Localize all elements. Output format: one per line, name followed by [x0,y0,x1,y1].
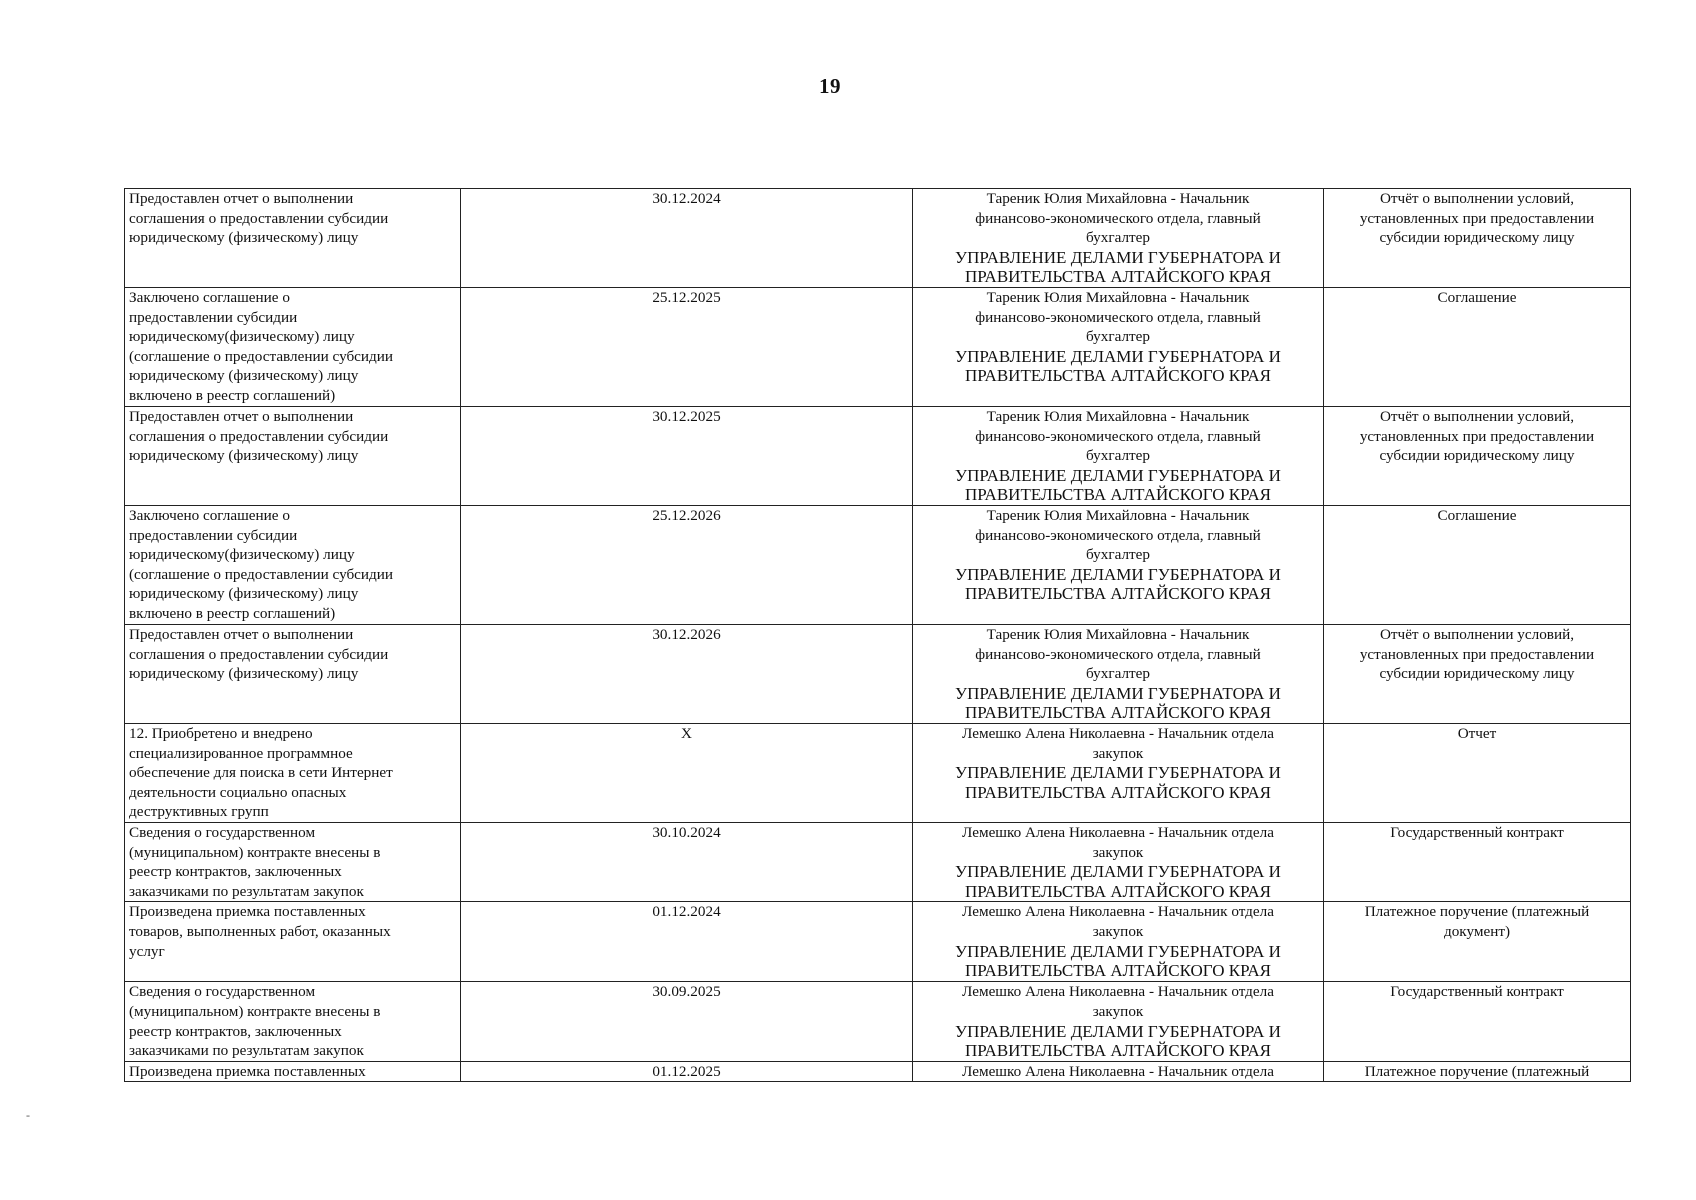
date-value: 01.12.2025 [652,1062,721,1080]
event-cell-line: соглашения о предоставлении субсидии [129,209,389,227]
responsible-cell [913,902,1324,982]
responsible-cell-line: финансово-экономического отдела, главный [975,209,1261,227]
event-cell-line: реестр контрактов, заключенных [129,1022,342,1040]
table-row [125,287,1631,406]
document-cell [1324,902,1631,982]
date-cell [461,902,913,982]
responsible-organization-line: УПРАВЛЕНИЕ ДЕЛАМИ ГУБЕРНАТОРА И [955,247,1281,267]
date-cell [461,1061,913,1082]
document-cell [1324,723,1631,822]
responsible-cell-line: Лемешко Алена Николаевна - Начальник отдела [962,823,1274,841]
event-cell-line: деструктивных групп [129,803,269,821]
table-row [125,723,1631,822]
event-cell-line: Предоставлен отчет о выполнении [129,625,354,643]
document-cell-line: установленных при предоставлении [1359,427,1595,445]
responsible-cell-line: закупок [1092,744,1144,762]
date-value: 25.12.2026 [652,506,721,524]
event-cell-line: юридическому (физическому) лицу [129,665,359,683]
responsible-cell-line: бухгалтер [1086,229,1150,247]
page-number: 19 [819,74,841,98]
event-cell-line: соглашения о предоставлении субсидии [129,427,389,445]
event-cell-line: Предоставлен отчет о выполнении [129,190,354,207]
responsible-cell-line: бухгалтер [1086,665,1150,683]
responsible-cell-line: Лемешко Алена Николаевна - Начальник отдела [962,724,1274,742]
responsible-cell [913,723,1324,822]
event-cell-line: юридическому (физическому) лицу [129,447,359,465]
event-cell [125,189,461,288]
responsible-cell [913,287,1324,406]
responsible-organization-line: ПРАВИТЕЛЬСТВА АЛТАЙСКОГО КРАЯ [965,881,1271,901]
document-cell-line: Отчёт о выполнении условий, [1379,625,1575,643]
date-cell [461,189,913,288]
event-cell-line: (соглашение о предоставлении субсидии [129,565,394,583]
event-cell-line: товаров, выполненных работ, оказанных [129,922,391,940]
event-cell-line: юридическому (физическому) лицу [129,585,359,603]
responsible-organization-line: ПРАВИТЕЛЬСТВА АЛТАЙСКОГО КРАЯ [965,782,1271,802]
responsible-organization-line: ПРАВИТЕЛЬСТВА АЛТАЙСКОГО КРАЯ [965,584,1271,604]
document-cell-line: Отчёт о выполнении условий, [1379,190,1575,207]
event-cell-line: Сведения о государственном [129,823,316,841]
table-row [125,982,1631,1061]
responsible-cell-line: Лемешко Алена Николаевна - Начальник отдела [962,1062,1274,1080]
document-cell-line: Государственный контракт [1390,983,1564,1001]
event-cell-line: юридическому(физическому) лицу [129,546,355,564]
responsible-organization-line: УПРАВЛЕНИЕ ДЕЛАМИ ГУБЕРНАТОРА И [955,564,1281,584]
responsible-cell [913,982,1324,1061]
event-cell-line: реестр контрактов, заключенных [129,863,342,881]
document-cell [1324,624,1631,723]
table-row [125,1061,1631,1082]
event-cell-line: услуг [129,942,165,960]
date-cell [461,624,913,723]
responsible-cell-line: закупок [1092,1002,1144,1020]
event-cell-line: Сведения о государственном [129,983,316,1001]
event-cell-line: Предоставлен отчет о выполнении [129,407,354,425]
document-cell [1324,406,1631,505]
document-cell-line: установленных при предоставлении [1359,645,1595,663]
responsible-cell [913,822,1324,901]
event-cell-line: специализированное программное [129,744,353,762]
document-cell-line: Платежное поручение (платежный [1364,1062,1590,1080]
responsible-cell-line: финансово-экономического отдела, главный [975,645,1261,663]
event-cell [125,1061,461,1082]
responsible-organization-line: УПРАВЛЕНИЕ ДЕЛАМИ ГУБЕРНАТОРА И [955,1021,1281,1041]
document-cell-line: установленных при предоставлении [1359,209,1595,227]
event-cell-line: Заключено соглашение о [129,506,290,524]
date-cell [461,982,913,1061]
responsible-cell-line: финансово-экономического отдела, главный [975,526,1261,544]
date-cell [461,723,913,822]
responsible-organization-line: УПРАВЛЕНИЕ ДЕЛАМИ ГУБЕРНАТОРА И [955,862,1281,882]
document-cell [1324,505,1631,624]
event-cell-line: соглашения о предоставлении субсидии [129,645,389,663]
table-row [125,624,1631,723]
responsible-cell-line: бухгалтер [1086,546,1150,564]
event-cell-line: заказчиками по результатам закупок [129,882,364,900]
event-cell [125,902,461,982]
responsible-cell-line: финансово-экономического отдела, главный [975,427,1261,445]
document-cell-line: субсидии юридическому лицу [1379,447,1575,465]
scan-speck: - [26,1108,30,1122]
responsible-organization-line: УПРАВЛЕНИЕ ДЕЛАМИ ГУБЕРНАТОРА И [955,763,1281,783]
event-cell-line: предоставлении субсидии [129,308,298,326]
document-cell [1324,822,1631,901]
responsible-cell-line: Тареник Юлия Михайловна - Начальник [986,190,1250,207]
event-cell-line: включено в реестр соглашений) [129,604,336,622]
document-cell-line: Отчёт о выполнении условий, [1379,407,1575,425]
event-cell-line: Заключено соглашение о [129,288,290,306]
event-cell [125,624,461,723]
responsible-organization-line: ПРАВИТЕЛЬСТВА АЛТАЙСКОГО КРАЯ [965,1041,1271,1061]
document-cell-line: субсидии юридическому лицу [1379,665,1575,683]
event-cell-line: (муниципальном) контракте внесены в [129,843,381,861]
document-cell-line: Соглашение [1437,288,1517,306]
event-cell [125,406,461,505]
responsible-organization-line: УПРАВЛЕНИЕ ДЕЛАМИ ГУБЕРНАТОРА И [955,465,1281,485]
responsible-organization-line: УПРАВЛЕНИЕ ДЕЛАМИ ГУБЕРНАТОРА И [955,346,1281,366]
event-cell-line: юридическому (физическому) лицу [129,367,359,385]
document-cell [1324,287,1631,406]
event-cell-line: деятельности социально опасных [129,783,347,801]
responsible-organization-line: ПРАВИТЕЛЬСТВА АЛТАЙСКОГО КРАЯ [965,485,1271,505]
document-cell-line: Государственный контракт [1390,823,1564,841]
date-value: X [681,724,692,742]
responsible-cell-line: закупок [1092,922,1144,940]
responsible-organization-line: ПРАВИТЕЛЬСТВА АЛТАЙСКОГО КРАЯ [965,366,1271,386]
events-table-body [125,189,1631,1082]
responsible-organization-line: УПРАВЛЕНИЕ ДЕЛАМИ ГУБЕРНАТОРА И [955,941,1281,961]
document-cell-line: документ) [1443,922,1511,940]
responsible-organization-line: ПРАВИТЕЛЬСТВА АЛТАЙСКОГО КРАЯ [965,961,1271,981]
event-cell-line: Произведена приемка поставленных [129,1062,366,1080]
date-value: 30.12.2026 [652,625,721,643]
document-cell-line: Соглашение [1437,506,1517,524]
document-cell-line: Отчет [1457,724,1497,742]
date-value: 30.09.2025 [652,983,721,1001]
event-cell-line: 12. Приобретено и внедрено [129,724,313,742]
responsible-cell-line: Тареник Юлия Михайловна - Начальник [986,288,1250,306]
event-cell [125,982,461,1061]
date-cell [461,287,913,406]
responsible-cell-line: Лемешко Алена Николаевна - Начальник отдела [962,903,1274,921]
date-value: 30.12.2025 [652,407,721,425]
date-cell [461,822,913,901]
date-value: 30.12.2024 [652,190,721,207]
date-value: 30.10.2024 [652,823,721,841]
events-table [124,188,1631,1082]
responsible-organization-line: ПРАВИТЕЛЬСТВА АЛТАЙСКОГО КРАЯ [965,703,1271,723]
event-cell-line: (муниципальном) контракте внесены в [129,1002,381,1020]
responsible-cell-line: бухгалтер [1086,328,1150,346]
event-cell-line: заказчиками по результатам закупок [129,1042,364,1060]
date-cell [461,505,913,624]
event-cell-line: Произведена приемка поставленных [129,903,366,921]
event-cell-line: юридическому (физическому) лицу [129,229,359,247]
responsible-cell-line: бухгалтер [1086,447,1150,465]
responsible-cell-line: Тареник Юлия Михайловна - Начальник [986,625,1250,643]
event-cell-line: юридическому(физическому) лицу [129,328,355,346]
responsible-cell-line: Тареник Юлия Михайловна - Начальник [986,407,1250,425]
responsible-cell-line: закупок [1092,843,1144,861]
responsible-cell [913,189,1324,288]
responsible-cell [913,624,1324,723]
event-cell-line: предоставлении субсидии [129,526,298,544]
responsible-organization-line: ПРАВИТЕЛЬСТВА АЛТАЙСКОГО КРАЯ [965,267,1271,287]
event-cell [125,287,461,406]
responsible-cell [913,505,1324,624]
table-row [125,822,1631,901]
responsible-cell-line: финансово-экономического отдела, главный [975,308,1261,326]
document-cell [1324,982,1631,1061]
date-cell [461,406,913,505]
table-row [125,505,1631,624]
responsible-cell [913,1061,1324,1082]
event-cell-line: (соглашение о предоставлении субсидии [129,347,394,365]
responsible-cell-line: Лемешко Алена Николаевна - Начальник отдела [962,983,1274,1001]
table-row [125,189,1631,288]
date-value: 25.12.2025 [652,288,721,306]
event-cell [125,822,461,901]
table-row [125,902,1631,982]
document-cell [1324,1061,1631,1082]
document-cell-line: Платежное поручение (платежный [1364,903,1590,921]
responsible-cell-line: Тареник Юлия Михайловна - Начальник [986,506,1250,524]
event-cell [125,723,461,822]
event-cell-line: включено в реестр соглашений) [129,386,336,404]
document-cell-line: субсидии юридическому лицу [1379,229,1575,247]
event-cell-line: обеспечение для поиска в сети Интернет [129,764,393,782]
date-value: 01.12.2024 [652,903,721,921]
document-cell [1324,189,1631,288]
responsible-cell [913,406,1324,505]
event-cell [125,505,461,624]
table-row [125,406,1631,505]
responsible-organization-line: УПРАВЛЕНИЕ ДЕЛАМИ ГУБЕРНАТОРА И [955,683,1281,703]
